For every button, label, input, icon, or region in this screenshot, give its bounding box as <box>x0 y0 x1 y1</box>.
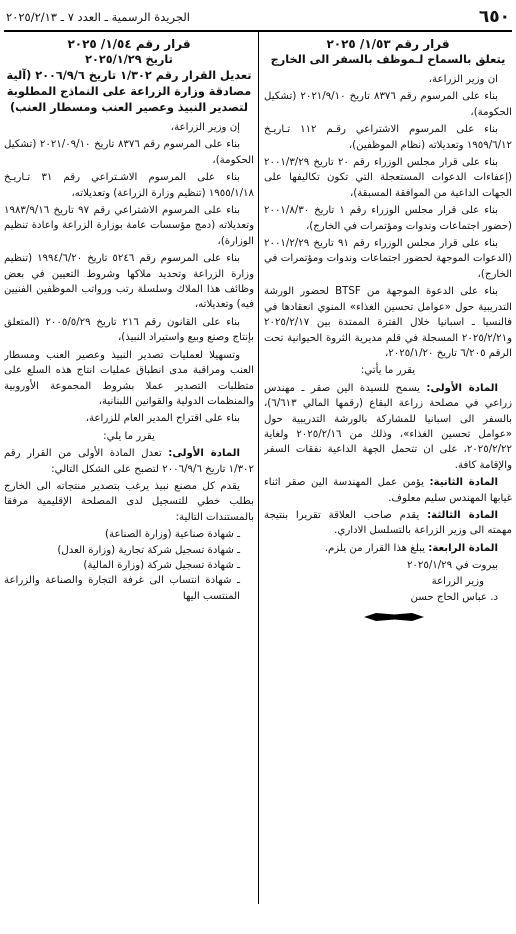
decision-54-article-1 <box>4 446 254 477</box>
article-text: يقدم صاحب العلاقة تقريرا بنتيجة مهمته الى وزير الزراعة بالتسلسل الاداري. <box>264 509 512 537</box>
decision-53-article-3 <box>264 508 512 539</box>
decision-53-recital-6: بناء على الدعوة الموجهة من BTSF لحضور الورشة التدريبية حول «عوامل تحسين الغذاء» المنوي انعقادها في فالنسيا ـ اسبانيا خلال الفترة الممتدة بين ٢٠٢٥/٢/١٧ و٢٠٢٥/٢/٢١ المسجلة في قلم مديرية الثروة الحيوانية تحت الرقم ٦/٢٠٥ تاريخ ٢٠٢٥/١/٢٠، <box>264 286 512 359</box>
decision-54-title: قرار رقم ١/٥٤/ ٢٠٢٥ <box>67 37 191 51</box>
decision-54-column <box>4 36 254 914</box>
article-label: المادة الثالثة: <box>427 509 498 521</box>
list-item: ـ شهادة انتساب الى غرفة التجارة والصناعة والزراعة المنتسب اليها <box>4 575 240 602</box>
list-item: ـ شهادة تسجيل شركة (وزارة المالية) <box>83 559 240 571</box>
page-header <box>6 6 510 28</box>
decision-53-issuer: ان وزير الزراعة، <box>428 74 498 85</box>
required-documents-list <box>4 527 254 604</box>
decision-53-signature <box>264 558 512 606</box>
decision-54-recital-1: بناء على المرسوم رقم ٨٣٧٦ تاريخ ٢٠٢١/٠٩/١٠ (تشكيل الحكومة)، <box>4 139 254 166</box>
article-text: يبلغ هذا القرار من يلزم. <box>324 542 425 554</box>
decision-54-recital-2: بناء على المرسوم الاشـتراعي رقم ٣١ تـاريـخ ١٩٥٥/١/١٨ (تنظيم وزارة الزراعة) وتعديلاته، <box>4 172 254 199</box>
article-label: المادة الثانية: <box>429 477 498 489</box>
decision-54-recital-3: بناء على المرسوم الاشتراعي رقم ٩٧ تاريخ ١٩٨٣/٩/١٦ وتعديلاته (دمج مؤسسات عامة بوزارة الزراعة واعادة تنظيم الوزارة)، <box>4 205 254 247</box>
decision-53-recital-3: بناء على قرار مجلس الوزراء رقم ٢٠ تاريخ ٢٠٠١/٣/٢٩ (إعفاءات الدعوات المستعجلة التي تكون تكاليفها على الجهات الداعية من الموافقة المسبقة)، <box>264 157 512 199</box>
article-label: المادة الرابعة: <box>428 542 498 554</box>
decision-53-recital-5: بناء على قرار مجلس الوزراء رقم ٩١ تاريخ ٢٠٠١/٢/٢٩ (الدعوات الموجهة لحضور اجتماعات وندوات ومؤتمرات في الخارج)، <box>264 238 512 280</box>
decision-53-recital-1: بناء على المرسوم رقم ٨٣٧٦ تاريخ ٢٠٢١/٩/١٠ (تشكيل الحكومة)، <box>264 91 512 118</box>
list-item: ـ شهادة صناعية (وزارة الصناعة) <box>105 529 240 541</box>
decision-54-article-1-body: يقدم كل مصنع نبيذ يرغب بتصدير منتجاته الى الخارج بطلب خطي للتسجيل لدى المصلحة الإقليمية مرفقا بالمستندات التالية: <box>4 480 254 523</box>
decision-54-recital-6: وتسهيلا لعمليات تصدير النبيذ وعصير العنب ومسطار العنب ومراقبة مدى انطباق عمليات انتاج هذه السلع على متطلبات التصدير عملا بشروط المجموعة الأوروبية والمنظمات الدولية والقوانين اللبنانية، <box>4 349 254 407</box>
signature-title: وزير الزراعة <box>431 576 484 588</box>
decision-53-article-4 <box>264 541 512 556</box>
decision-53-recital-2: بناء على المرسوم الاشتراعي رقـم ١١٢ تـاريـخ ١٩٥٩/٦/١٢ وتعديلاته (نظام الموظفين)، <box>264 124 512 151</box>
decision-54-subject: تعديل القرار رقم ١/٣٠٢ تاريخ ٢٠٠٦/٩/٦ (آلية مصادقة وزارة الزراعة على النماذج المطلوبة لتصدير النبيذ وعصير العنب ومسطار العنب) <box>6 69 252 114</box>
running-title: الجريدة الرسمية ـ العدد ٧ ـ ٢٠٢٥/٢/١٣ <box>6 10 190 24</box>
decision-54-recital-4: بناء على المرسوم رقم ٥٢٤٦ تاريخ ١٩٩٤/٦/٢٠ (تنظيم وزارة الزراعة وتحديد ملاكها وشروط التعيين في بعض وظائف هذا الملاك وسلسلة رتب ورواتب الموظفين الفنيين فيه) وتعديلاته، <box>4 253 254 311</box>
place-date: بيروت في ٢٠٢٥/١/٢٩ <box>406 560 498 572</box>
decision-54-recital-7: بناء على اقتراح المدير العام للزراعة، <box>85 413 240 425</box>
article-text: تعدل المادة الأولى من القرار رقم ١/٣٠٢ تاريخ ٢٠٠٦/٩/٦ لتصبح على الشكل التالي: <box>4 448 254 475</box>
decision-53-column <box>264 36 512 914</box>
decision-53-recital-4: بناء على قرار مجلس الوزراء رقم ١ تاريخ ٢٠٠١/٨/٣٠ (حضور اجتماعات وندوات ومؤتمرات في الخارج)، <box>264 205 512 232</box>
list-item: ـ شهادة تسجيل شركة تجارية (وزارة العدل) <box>57 544 240 556</box>
signature-name: د. عباس الحاج حسن <box>410 592 498 604</box>
decision-53-article-1 <box>264 381 512 473</box>
article-label: المادة الأولى: <box>426 382 498 394</box>
decision-54-decides: يقرر ما يلي: <box>103 430 155 442</box>
end-ornament-icon <box>264 612 512 622</box>
article-text: يسمح للسيدة الين صقر ـ مهندس زراعي في مصلحة زراعة البقاع (رقمها المالي ٦/٦١٣)، بالسفر الى اسبانيا للمشاركة بالورشة التدريبية حول «عوامل تحسين الغذاء»، وذلك من ٢٠٢٥/٢/١٦ ولغاية ٢٠٢٥/٢/٢٢، على ان تتحمل الجهة الداعية نفقات السفر والإقامة كافة. <box>264 382 512 471</box>
decision-53-subject: يتعلق بالسماح لـموظف بالسفر الى الخارج <box>270 53 506 66</box>
decision-53-article-2 <box>264 475 512 506</box>
decision-53-title: قرار رقم ١/٥٣/ ٢٠٢٥ <box>326 37 450 51</box>
decision-54-date: تاريخ ٢٠٢٥/١/٢٩ <box>85 53 173 66</box>
column-divider <box>258 32 259 904</box>
decision-53-decides: يقرر ما يأتي: <box>360 365 416 377</box>
decision-54-recital-5: بناء على القانون رقم ٢١٦ تاريخ ٢٠٠٥/٥/٢٩ (المتعلق بإنتاج وصنع وبيع واستيراد النبيذ)، <box>4 316 254 344</box>
decision-54-issuer: إن وزير الزراعة، <box>170 122 240 133</box>
article-text: يؤمن عمل المهندسة الين صقر اثناء غيابها المهندس سليم معلوف. <box>264 477 512 504</box>
article-label: المادة الأولى: <box>168 448 240 460</box>
page-number: ٦٥٠ <box>478 7 510 27</box>
